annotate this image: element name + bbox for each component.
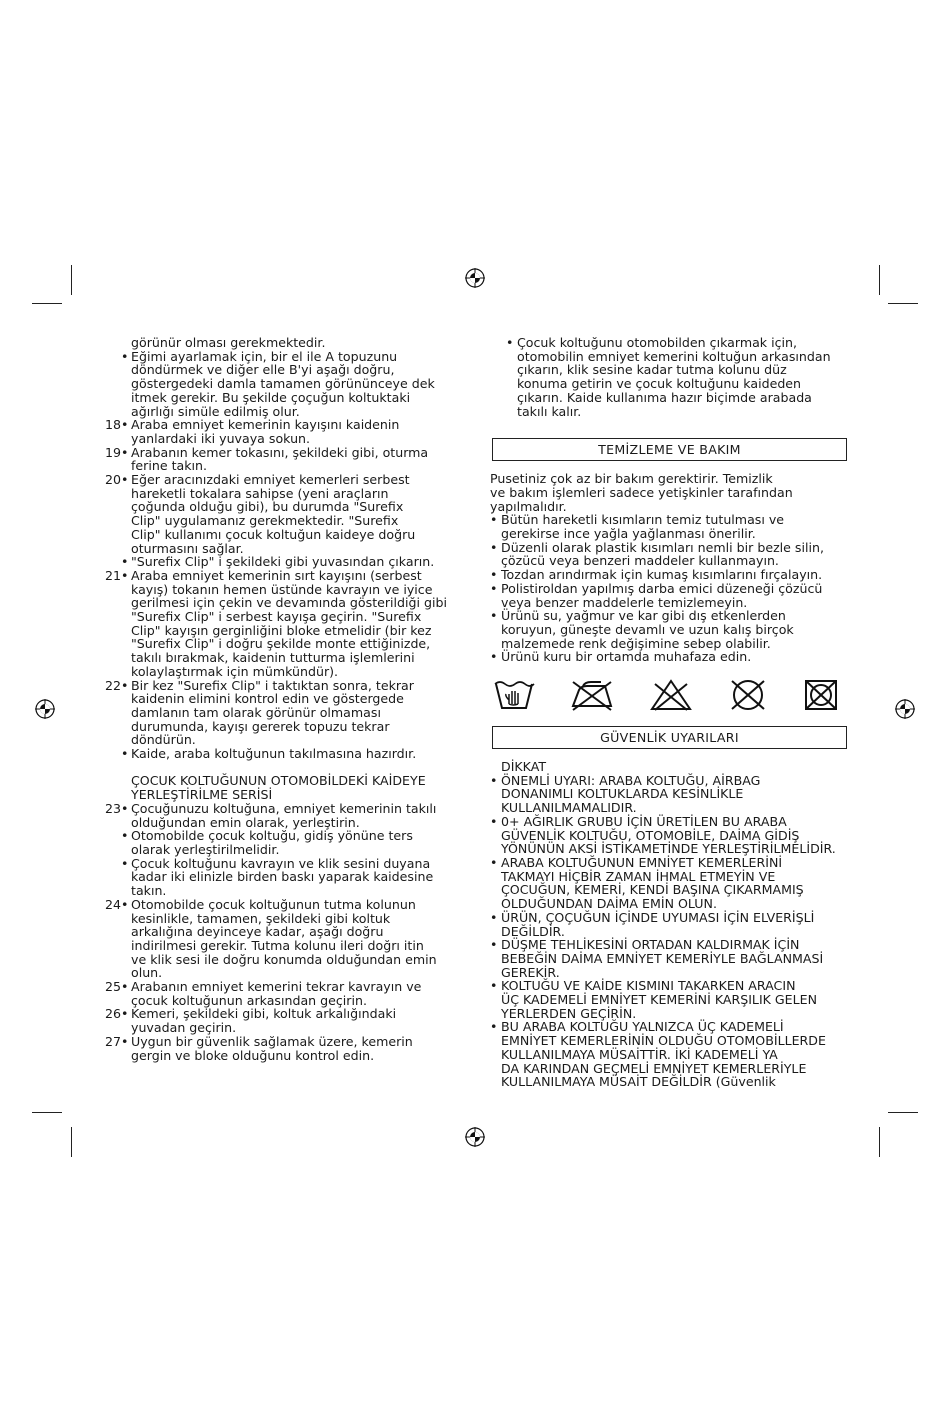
text-line: Araba emniyet kemerinin kayışını kaidenin [131,417,400,433]
bullet-icon: • [490,1019,498,1035]
text-line: Eğer aracınızdaki emniyet kemerleri serbest [131,472,410,488]
safety-content [490,760,850,1089]
text-line: döndürmek ve diğer elle B'yi aşağı doğru, [131,362,395,378]
text-line: ÖNEMLİ UYARI: ARABA KOLTUĞU, AİRBAG [501,772,761,788]
list-item [100,473,465,555]
text-line: Tozdan arındırmak için kumaş kısımlarını fırçalayın. [501,567,823,583]
text-line: takılı kalır. [517,403,582,419]
registration-mark-icon [895,699,915,719]
bullet-icon: • [490,978,498,994]
bullet-icon: • [490,854,498,870]
list-item [100,350,465,419]
text-line: Bütün hareketli kısımların temiz tutulması ve [501,512,785,528]
text-line: çıkarın, klik sesine kadar tutma kolunu düz [517,362,787,378]
list-item [490,541,850,568]
text-line: döndürün. [131,732,196,748]
text-line: KULLANILMAYA MÜSAİTTİR. İKİ KADEMELİ YA [501,1046,778,1062]
text-line: YÖNÜNÜN AKSİ İSTİKAMETİNDE YERLEŞTİRİLMELİDİR. [501,841,836,857]
text-line: çıkarın. Kaide kullanıma hazır biçimde arabada [517,389,812,405]
text-line: malzemede renk değişimine sebep olabilir. [501,635,771,651]
list-item [100,446,465,473]
text-line: OLDUĞUNDAN DAİMA EMİN OLUN. [501,896,717,912]
list-item [100,857,465,898]
text-line: yuvadan geçirin. [131,1020,237,1036]
step-number: 19 [104,444,121,460]
bullet-icon: • [121,567,129,583]
spacer [100,761,465,775]
list-item [100,829,465,856]
crop-mark [71,1127,72,1157]
step-number: 21 [104,567,121,583]
registration-mark-icon [35,699,55,719]
text-line: "Surefix Clip" i doğru şekilde monte ettiğinizde, [131,636,431,652]
text-line: gergin ve bloke olduğunu kontrol edin. [131,1047,375,1063]
text-line: Ürünü su, yağmur ve kar gibi dış etkenlerden [501,608,786,624]
list-item [100,747,465,761]
crop-mark [32,1112,62,1113]
text-line: "Surefix Clip" i serbest kayışa geçirin. "Surefix [131,609,422,625]
bullet-icon: • [490,539,498,555]
bullet-icon: • [121,828,129,844]
text-line: DÜŞME TEHLİKESİNİ ORTADAN KALDIRMAK İÇİN [501,937,800,953]
text-line: Çocuk koltuğunu otomobilden çıkarmak için, [517,335,798,350]
text-line: GEREKİR. [501,964,560,980]
text-line: damlanın tam olarak görünür olmaması [131,704,381,720]
text-line: YERLERDEN GEÇİRİN. [501,1005,637,1021]
text-line: göstergedeki damla tamamen görününceye dek [131,376,435,392]
text-line: Kemeri, şekildeki gibi, koltuk arkalığındaki [131,1006,397,1022]
list-item [100,898,465,980]
text-line: ARABA KOLTUĞUNUN EMNİYET KEMERLERİNİ [501,854,783,870]
text-line: çözücü veya benzeri maddeler kullanmayın. [501,553,779,569]
right-column [490,336,850,1089]
list-item [490,1020,850,1089]
text-line: kesinlikle, tamamen, şekildeki gibi koltuk [131,910,391,926]
registration-mark-icon [465,1127,485,1147]
text-line: gerilmesi için çekin ve devamında gösterildiği gibi [131,595,448,611]
text-line: 0+ AĞIRLIK GRUBU İÇİN ÜRETİLEN BU ARABA [501,813,787,829]
text-line: DEĞİLDİR. [501,923,565,939]
text-line: takın. [131,883,167,899]
list-item [490,650,850,664]
text-line: Çocuğunuzu koltuğuna, emniyet kemerinin takılı [131,800,437,816]
text-line: KOLTUĞU VE KAİDE KISMINI TAKARKEN ARACIN [501,978,796,994]
bullet-icon: • [121,800,129,816]
text-line: durumunda, kayışı gererek topuzu tekrar [131,718,390,734]
text-line: Kaide, araba koltuğunun takılmasına hazırdır. [131,746,417,762]
text-line: görünür olması gerekmektedir. [131,335,326,350]
text-line: kayış) tokanın hemen üstünde kavrayın ve iyice [131,581,433,597]
text-line: Clip" uygulamanız gerekmektedir. "Surefix [131,513,399,529]
text-line: Bir kez "Surefix Clip" i taktıktan sonra, tekrar [131,677,414,693]
step-number: 18 [104,417,121,433]
step-number: 27 [104,1033,121,1049]
text-line: GÜVENLİK KOLTUĞU, OTOMOBİLE, DAİMA GİDİŞ [501,827,800,843]
text-line: ÜRÜN, ÇOÇUĞUN İÇİNDE UYUMASI İÇİN ELVERİŞLİ [501,909,815,925]
step-number: 23 [104,800,121,816]
list-item [490,568,850,582]
bullet-icon: • [490,813,498,829]
text-line: TAKMAYI HİÇBİR ZAMAN İHMAL ETMEYİN VE [501,868,776,884]
bullet-icon: • [490,909,498,925]
text-line: BEBEĞİN DAİMA EMNİYET KEMERİYLE BAĞLANMASİ [501,950,824,966]
text-line: Polistiroldan yapılmış darba emici düzeneği çözücü [501,580,823,596]
text-line: Uygun bir güvenlik sağlamak üzere, kemerin [131,1033,413,1049]
bullet-icon: • [121,472,129,488]
bullet-icon: • [121,746,129,762]
text-line: olun. [131,965,163,981]
list-item [490,336,850,418]
list-item [100,980,465,1007]
text-line: koruyun, güneşte devamlı ve uzun kalış birçok [501,621,794,637]
text-line: takılı bırakmak, kaidenin tutturma işlemlerini [131,650,415,666]
bullet-icon: • [121,348,129,364]
text-line: hareketli tokalara sahipse (yeni araçların [131,485,389,501]
step-number: 20 [104,472,121,488]
crop-mark [879,1127,880,1157]
care-symbols [493,678,839,712]
section-title-care: TEMİZLEME VE BAKIM [492,438,847,461]
list-item [490,938,850,979]
text-line: kadar iki elinizle birden baskı yaparak kaidesine [131,869,434,885]
list-item [100,569,465,679]
text-line: olduğundan emin olarak, yerleştirin. [131,814,360,830]
list-item [490,513,850,540]
list-item [490,979,850,1020]
bullet-icon: • [121,979,129,995]
text-line: Clip" kayışın gerginliğini bloke etmelidir (bir kez [131,622,432,638]
text-line: BU ARABA KOLTUĞU YALNIZCA ÜÇ KADEMELİ [501,1019,784,1035]
bullet-icon: • [490,937,498,953]
bullet-icon: • [121,677,129,693]
text-line: Otomobilde çocuk koltuğu, gidiş yönüne ters [131,828,413,844]
text-line: veya benzer maddelerle temizlemeyin. [501,594,748,610]
text-line: konuma getirin ve çocuk koltuğunu kaideden [517,376,802,392]
text-line: yapılmalıdır. [490,498,567,514]
do-not-tumble-dry-icon [803,678,839,712]
list-item [100,1035,465,1062]
list-item [490,774,850,815]
bullet-icon: • [121,444,129,460]
bullet-icon: • [490,608,498,624]
hand-wash-icon [493,678,535,712]
do-not-dry-clean-icon [727,678,769,712]
list-item [100,418,465,445]
text-line: indirilmesi gerekir. Tutma kolunu ileri doğrı itin [131,937,424,953]
list-item [100,1007,465,1034]
text-line: kolaylaştırmak için mümkündür). [131,663,339,679]
text-line: ve klik sesi ile doğru konumda olduğundan emin [131,951,437,967]
list-item [100,679,465,748]
text-line: Çocuk koltuğunu kavrayın ve klik sesini duyana [131,855,431,871]
list-item [490,815,850,856]
text-line: ve bakım işlemleri sadece yetişkinler tarafından [490,484,793,500]
text-line: EMNİYET KEMERLERİNİN OLDUĞU OTOMOBİLLERDE [501,1033,826,1049]
section-subheading: YERLEŞTİRİLME SERİSİ [131,787,273,803]
list-item [100,555,465,569]
bullet-icon: • [121,855,129,871]
text-line: gerekirse ince yağla yağlanması önerilir. [501,526,756,542]
text-line: Eğimi ayarlamak için, bir el ile A topuzunu [131,348,398,364]
bullet-icon: • [490,649,498,665]
left-column [100,336,465,1062]
do-not-iron-icon [569,678,615,712]
text-line: KULLANILMAMALIDIR. [501,800,637,816]
step-number: 26 [104,1006,121,1022]
bullet-icon: • [490,512,498,528]
text-line: olarak yerleştirilmelidir. [131,842,280,857]
bullet-icon: • [121,417,129,433]
section-subheading: ÇOCUK KOLTUĞUNUN OTOMOBİLDEKİ KAİDEYE [131,773,426,789]
bullet-icon: • [490,772,498,788]
text-line: Ürünü kuru bir ortamda muhafaza edin. [501,649,752,665]
crop-mark [879,265,880,295]
crop-mark [888,303,918,304]
section-title-safety: GÜVENLİK UYARILARI [492,726,847,749]
bullet-icon: • [490,567,498,583]
step-number: 25 [104,979,121,995]
list-item [100,802,465,829]
text-line: itmek gerekir. Bu şekilde çoçuğun koltuktaki [131,389,411,405]
text-line: ÜÇ KADEMELİ EMNİYET KEMERİNİ KARŞILIK GELEN [501,992,818,1008]
text-line: DONANIMLI KOLTUKLARDA KESİNLİKLE [501,786,744,802]
step-number: 24 [104,896,121,912]
text-line: KULLANILMAYA MÜSAİT DEĞİLDİR (Güvenlik [501,1074,776,1090]
bullet-icon: • [121,896,129,912]
crop-mark [32,303,62,304]
step-number: 22 [104,677,121,693]
list-item [490,911,850,938]
crop-mark [888,1112,918,1113]
list-item [490,609,850,650]
text-line: çoğunda olduğu gibi), bu durumda "Surefix [131,499,404,515]
text-line: Araba emniyet kemerinin sırt kayışını (serbest [131,567,422,583]
registration-mark-icon [465,268,485,288]
text-line: ferine takın. [131,458,208,474]
text-line: "Surefix Clip" i şekildeki gibi yuvasından çıkarın. [131,554,435,570]
text-line: oturmasını sağlar. [131,540,244,556]
warning-heading: DİKKAT [501,759,547,775]
text-line: Clip" kullanımı çocuk koltuğun kaideye doğru [131,526,416,542]
text-line: Otomobilde çocuk koltuğunun tutma kolunun [131,896,416,912]
care-intro [490,472,850,513]
bullet-icon: • [506,335,514,350]
text-line: Düzenli olarak plastik kısımları nemli bir bezle silin, [501,539,824,555]
text-line: ÇOCUĞUN, KEMERİ, KENDİ BAŞINA ÇIKARMAMIŞ [501,882,804,898]
bullet-icon: • [490,580,498,596]
text-line: otomobilin emniyet kemerini koltuğun arkasından [517,348,831,364]
text-line: DA KARINDAN GEÇMELİ EMNİYET KEMERLERİYLE [501,1060,807,1076]
text-line: ağırlığı simüle edilmiş olur. [131,403,300,419]
list-item [490,582,850,609]
bullet-icon: • [121,554,129,570]
crop-mark [71,265,72,295]
text-line: yanlardaki iki yuvaya sokun. [131,430,311,446]
text-line: Arabanın emniyet kemerini tekrar kavrayın ve [131,979,422,995]
text-line: arkalığına deyinceye kadar, aşağı doğru [131,924,384,940]
text-line: Pusetiniz çok az bir bakım gerektirir. Temizlik [490,471,773,487]
text-line: kaidenin elimini kontrol edin ve göstergede [131,691,404,707]
bullet-icon: • [121,1033,129,1049]
text-line: Arabanın kemer tokasını, şekildeki gibi, oturma [131,444,429,460]
do-not-bleach-icon [649,678,693,712]
text-line: çocuk koltuğunun arkasından geçirin. [131,992,367,1008]
list-item [490,856,850,911]
bullet-icon: • [121,1006,129,1022]
